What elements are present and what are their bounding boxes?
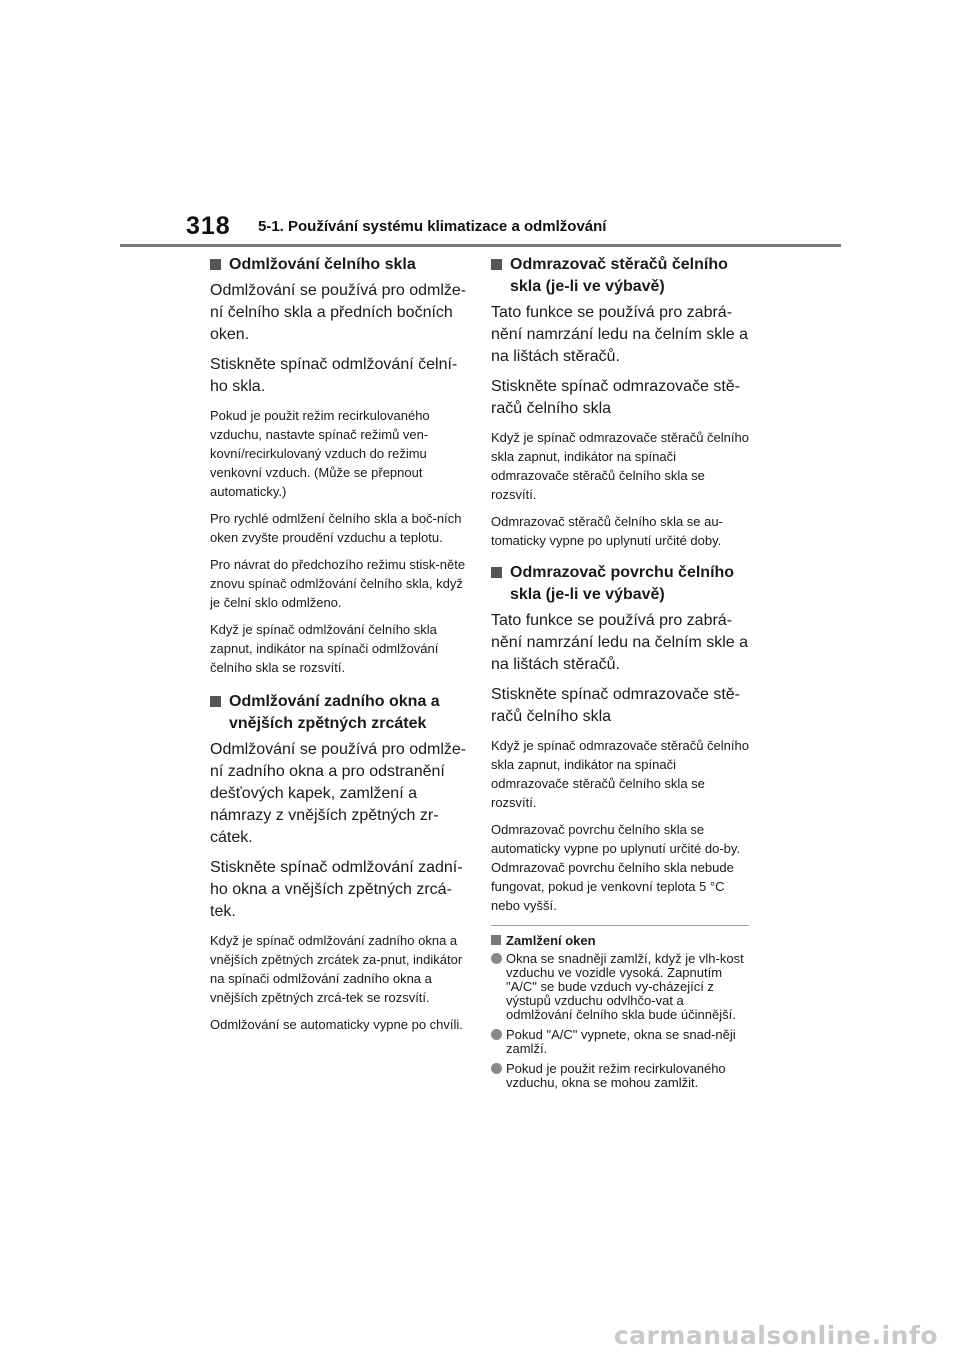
- note: Pokud je použit režim recirkulovaného vzduchu, nastavte spínač režimů ven-kovní/recirkulovaný vzduch do režimu venkovní vzduch. (Může se přepnout automaticky.): [210, 408, 430, 499]
- paragraph: Stiskněte spínač odmrazovače stě-račů čelního skla: [491, 686, 741, 725]
- paragraph: Odmlžování se používá pro odmlže-ní zadního okna a pro odstranění dešťových kapek, zamlžení a námrazy z vnějších zpětných zr-cátek.: [210, 741, 467, 846]
- square-bullet-icon: [491, 259, 502, 270]
- wiper-deicer-heading: [491, 254, 753, 298]
- hint-bullet: [491, 952, 753, 1022]
- note: Odmlžování se automaticky vypne po chvíli.: [210, 1017, 463, 1032]
- square-bullet-icon: [210, 696, 221, 707]
- square-bullet-icon: [210, 259, 221, 270]
- circle-bullet-icon: [491, 1063, 502, 1074]
- hint-bullet: [491, 1062, 753, 1090]
- note: Když je spínač odmlžování zadního okna a vnějších zpětných zrcátek za-pnut, indikátor na spínači odmlžování zadního okna a vnějších zpětných zrcá-tek se rozsvítí.: [210, 933, 463, 1005]
- note: Odmrazovač stěračů čelního skla se au-tomaticky vypne po uplynutí určité doby.: [491, 514, 723, 548]
- note: Pro návrat do předchozího režimu stisk-něte znovu spínač odmlžování čelního skla, když je čelní sklo odmlženo.: [210, 557, 466, 610]
- paragraph: Tato funkce se používá pro zabrá-nění namrzání ledu na čelním skle a na lištách stěračů.: [491, 304, 749, 365]
- header-divider: [120, 244, 841, 247]
- watermark-logo: carmanualsonline.info: [613, 1321, 938, 1350]
- paragraph: Stiskněte spínač odmlžování zadní-ho okna a vnějších zpětných zrcá-tek.: [210, 859, 463, 920]
- paragraph: Stiskněte spínač odmlžování čelní-ho skla.: [210, 356, 458, 395]
- hint-divider: [491, 925, 749, 926]
- windshield-surface-deicer-heading: [491, 562, 753, 606]
- rear-window-defog-heading: [210, 691, 472, 735]
- note: Pro rychlé odmlžení čelního skla a boč-ních oken zvyšte proudění vzduchu a teplotu.: [210, 511, 462, 545]
- hint-bullet-text: Okna se snadněji zamlží, když je vlh-kost vzduchu ve vozidle vysoká. Zapnutím "A/C" se bude vzduch vy-cházející z výstupů vzduchu odvlhčo-vat a odmlžování čelního skla bude účinnější.: [506, 951, 744, 1022]
- window-fogging-hint-heading: [491, 932, 753, 949]
- paragraph: Odmlžování se používá pro odmlže-ní čelního skla a předních bočních oken.: [210, 282, 467, 343]
- paragraph: Stiskněte spínač odmrazovače stě-račů čelního skla: [491, 378, 741, 417]
- right-column: [491, 254, 753, 1096]
- note: Když je spínač odmrazovače stěračů čelního skla zapnut, indikátor na spínači odmrazovače stěračů čelního skla se rozsvítí.: [491, 430, 749, 502]
- hint-bullet-text: Pokud "A/C" vypnete, okna se snad-něji zamlží.: [506, 1027, 736, 1056]
- hint-bullet-text: Pokud je použit režim recirkulovaného vzduchu, okna se mohou zamlžit.: [506, 1061, 726, 1090]
- heading-text: Odmlžování čelního skla: [229, 256, 416, 273]
- hint-heading-text: Zamlžení oken: [506, 933, 596, 948]
- circle-bullet-icon: [491, 1029, 502, 1040]
- page-number: 318: [186, 212, 231, 240]
- page-header: [0, 0, 960, 250]
- note: Když je spínač odmrazovače stěračů čelního skla zapnut, indikátor na spínači odmrazovače stěračů čelního skla se rozsvítí.: [491, 738, 749, 810]
- paragraph: Tato funkce se používá pro zabrá-nění namrzání ledu na čelním skle a na lištách stěračů.: [491, 612, 749, 673]
- square-bullet-icon: [491, 567, 502, 578]
- heading-text: Odmrazovač povrchu čelního skla (je-li ve výbavě): [510, 564, 735, 603]
- windshield-defog-heading: [210, 254, 472, 276]
- heading-text: Odmrazovač stěračů čelního skla (je-li ve výbavě): [510, 256, 728, 295]
- square-bullet-icon: [491, 935, 501, 945]
- note: Když je spínač odmlžování čelního skla zapnut, indikátor na spínači odmlžování čelního skla se rozsvítí.: [210, 622, 439, 675]
- section-title: 5-1. Používání systému klimatizace a odmlžování: [258, 218, 607, 235]
- note: Odmrazovač povrchu čelního skla se automaticky vypne po uplynutí určité do-by. Odmrazovač povrchu čelního skla nebude fungovat, pokud je venkovní teplota 5 °C nebo vyšší.: [491, 822, 741, 913]
- left-column: [210, 254, 472, 1042]
- heading-text: Odmlžování zadního okna a vnějších zpětných zrcátek: [229, 693, 440, 732]
- hint-bullet: [491, 1028, 753, 1056]
- circle-bullet-icon: [491, 953, 502, 964]
